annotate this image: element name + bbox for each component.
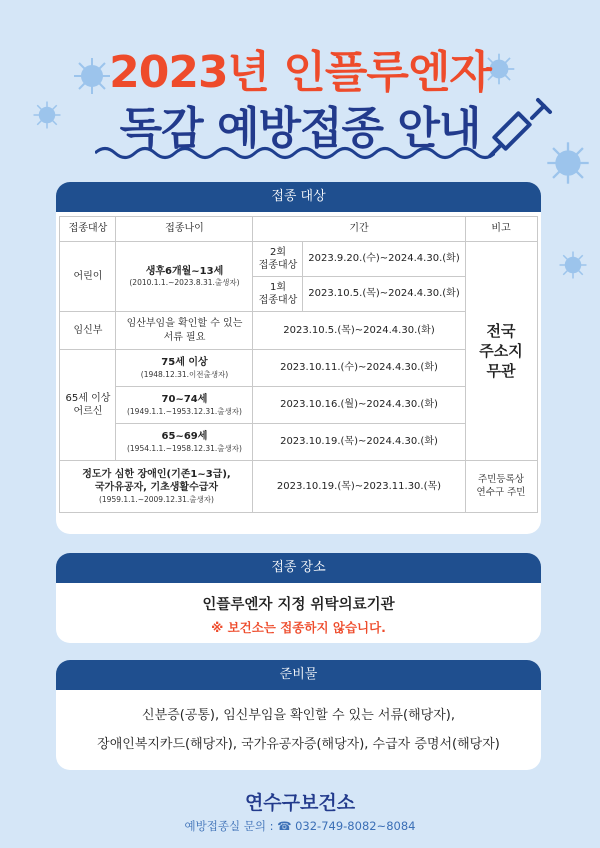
virus-icon <box>558 250 588 280</box>
age-senior: 65~69세 (1954.1.1.~1958.12.31.출생자) <box>116 424 253 461</box>
group-pregnant: 임신부 <box>60 312 116 350</box>
prep-line-2: 장애인복지카드(해당자), 국가유공자증(해당자), 수급자 증명서(해당자) <box>97 737 500 752</box>
period: 2023.10.5.(목)~2024.4.30.(화) <box>303 277 465 312</box>
organization-name: 연수구보건소 <box>244 792 356 814</box>
prep-heading: 준비물 <box>56 660 541 690</box>
place-main: 인플루엔자 지정 위탁의료기관 <box>202 597 395 613</box>
column-header: 접종나이 <box>116 217 253 242</box>
syringe-icon <box>486 92 556 162</box>
table-header-row <box>60 217 537 242</box>
remark-resident: 주민등록상 연수구 주민 <box>465 461 537 513</box>
title-line-1: 2023년 인플루엔자 <box>109 47 491 98</box>
target-section <box>56 182 541 534</box>
prep-line-1: 신분증(공통), 임신부임을 확인할 수 있는 서류(해당자), <box>142 708 455 723</box>
group-child: 어린이 <box>60 242 116 312</box>
title-line-2: 독감 예방접종 안내 <box>119 103 481 154</box>
place-heading: 접종 장소 <box>56 553 541 583</box>
wave-decoration <box>95 144 495 162</box>
phone-number[interactable]: 032-749-8082~8084 <box>295 819 416 833</box>
column-header: 비고 <box>465 217 537 242</box>
round-label: 1회 접종대상 <box>253 277 303 312</box>
period: 2023.10.19.(목)~2023.11.30.(목) <box>253 461 465 513</box>
contact-label: 예방접종실 문의 : <box>184 819 274 833</box>
group-senior: 65세 이상 어르신 <box>60 350 116 461</box>
period: 2023.9.20.(수)~2024.4.30.(화) <box>303 242 465 277</box>
age-child: 생후6개월~13세 (2010.1.1.~2023.8.31.출생자) <box>116 242 253 312</box>
period: 2023.10.16.(월)~2024.4.30.(화) <box>253 387 465 424</box>
column-header: 기간 <box>253 217 465 242</box>
target-table <box>59 216 537 513</box>
place-note: ※ 보건소는 접종하지 않습니다. <box>211 620 386 635</box>
place-section <box>56 553 541 643</box>
group-special: 정도가 심한 장애인(기존1~3급), 국가유공자, 기초생활수급자 (1959.1.1.~2009.12.31.출생자) <box>60 461 253 513</box>
period: 2023.10.19.(목)~2024.4.30.(화) <box>253 424 465 461</box>
phone-icon: ☎ <box>277 819 292 833</box>
age-senior: 70~74세 (1949.1.1.~1953.12.31.출생자) <box>116 387 253 424</box>
period: 2023.10.5.(목)~2024.4.30.(화) <box>253 312 465 350</box>
age-pregnant: 임산부임을 확인할 수 있는 서류 필요 <box>116 312 253 350</box>
target-heading: 접종 대상 <box>56 182 541 212</box>
prep-section <box>56 660 541 770</box>
contact-info <box>0 818 600 834</box>
table-row <box>60 461 537 513</box>
age-senior: 75세 이상 (1948.12.31.이전출생자) <box>116 350 253 387</box>
period: 2023.10.11.(수)~2024.4.30.(화) <box>253 350 465 387</box>
column-header: 접종대상 <box>60 217 116 242</box>
table-row <box>60 242 537 277</box>
round-label: 2회 접종대상 <box>253 242 303 277</box>
remark-nationwide: 전국 주소지 무관 <box>465 242 537 461</box>
